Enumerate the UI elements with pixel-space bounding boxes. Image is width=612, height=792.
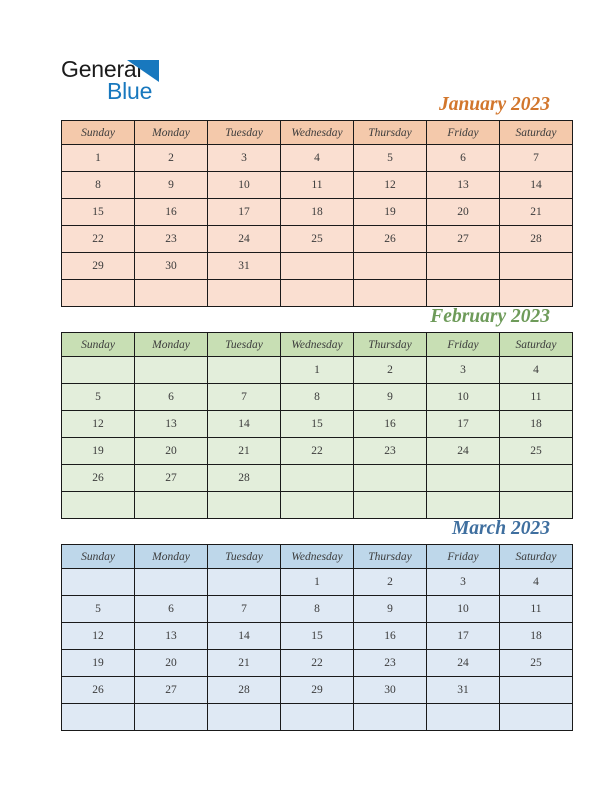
month-title-january: January 2023 bbox=[438, 94, 550, 115]
calendar-day-cell[interactable]: 22 bbox=[62, 226, 135, 253]
calendar-day-cell[interactable]: 9 bbox=[135, 172, 208, 199]
month-title-february: February 2023 bbox=[430, 306, 550, 327]
weekday-header-wednesday: Wednesday bbox=[281, 121, 354, 145]
calendar-empty-cell bbox=[135, 280, 208, 307]
calendar-day-cell[interactable]: 5 bbox=[354, 145, 427, 172]
calendar-day-cell[interactable]: 4 bbox=[281, 145, 354, 172]
weekday-header-saturday: Saturday bbox=[500, 121, 573, 145]
calendar-day-cell[interactable]: 21 bbox=[208, 650, 281, 677]
weekday-header-thursday: Thursday bbox=[354, 333, 427, 357]
calendar-body-january bbox=[62, 145, 573, 307]
calendar-day-cell[interactable]: 11 bbox=[500, 596, 573, 623]
calendar-day-cell[interactable]: 15 bbox=[62, 199, 135, 226]
weekday-header-saturday: Saturday bbox=[500, 333, 573, 357]
calendar-day-cell[interactable]: 28 bbox=[208, 677, 281, 704]
calendar-empty-cell bbox=[354, 280, 427, 307]
calendar-day-cell[interactable]: 17 bbox=[208, 199, 281, 226]
calendar-day-cell[interactable]: 20 bbox=[427, 199, 500, 226]
calendar-day-cell[interactable]: 15 bbox=[281, 623, 354, 650]
weekday-header-thursday: Thursday bbox=[354, 545, 427, 569]
calendar-day-cell[interactable]: 25 bbox=[281, 226, 354, 253]
weekday-header-thursday: Thursday bbox=[354, 121, 427, 145]
calendar-empty-cell bbox=[281, 704, 354, 731]
calendar-day-cell[interactable]: 3 bbox=[208, 145, 281, 172]
calendar-day-cell[interactable]: 26 bbox=[62, 677, 135, 704]
calendar-day-cell[interactable]: 26 bbox=[62, 465, 135, 492]
calendar-empty-cell bbox=[427, 280, 500, 307]
calendar-day-cell[interactable]: 1 bbox=[62, 145, 135, 172]
calendar-empty-cell bbox=[500, 465, 573, 492]
calendar-day-cell[interactable]: 31 bbox=[208, 253, 281, 280]
calendar-week-row bbox=[62, 411, 573, 438]
calendar-day-cell[interactable]: 28 bbox=[208, 465, 281, 492]
calendar-day-cell[interactable]: 16 bbox=[354, 411, 427, 438]
logo-text-blue: Blue bbox=[107, 78, 153, 104]
calendar-week-row bbox=[62, 704, 573, 731]
calendar-empty-cell bbox=[62, 280, 135, 307]
calendar-empty-cell bbox=[500, 253, 573, 280]
calendar-day-cell[interactable]: 21 bbox=[500, 199, 573, 226]
calendar-week-row bbox=[62, 438, 573, 465]
calendar-day-cell[interactable]: 5 bbox=[62, 384, 135, 411]
calendar-day-cell[interactable]: 2 bbox=[135, 145, 208, 172]
calendar-day-cell[interactable]: 19 bbox=[354, 199, 427, 226]
calendar-table-january bbox=[61, 120, 573, 307]
month-block-march bbox=[61, 518, 557, 731]
calendar-day-cell[interactable]: 7 bbox=[500, 145, 573, 172]
calendar-empty-cell bbox=[208, 569, 281, 596]
calendar-day-cell[interactable]: 16 bbox=[135, 199, 208, 226]
calendar-day-cell[interactable]: 23 bbox=[354, 438, 427, 465]
calendar-day-cell[interactable]: 7 bbox=[208, 384, 281, 411]
calendar-body-february bbox=[62, 357, 573, 519]
calendar-day-cell[interactable]: 16 bbox=[354, 623, 427, 650]
calendar-day-cell[interactable]: 2 bbox=[354, 357, 427, 384]
weekday-header-friday: Friday bbox=[427, 545, 500, 569]
calendar-empty-cell bbox=[281, 465, 354, 492]
calendar-day-cell[interactable]: 3 bbox=[427, 569, 500, 596]
calendar-day-cell[interactable]: 17 bbox=[427, 623, 500, 650]
calendar-day-cell[interactable]: 25 bbox=[500, 650, 573, 677]
calendar-empty-cell bbox=[208, 357, 281, 384]
calendar-day-cell[interactable]: 29 bbox=[62, 253, 135, 280]
calendar-day-cell[interactable]: 2 bbox=[354, 569, 427, 596]
calendar-day-cell[interactable]: 10 bbox=[427, 596, 500, 623]
calendar-table-february bbox=[61, 332, 573, 519]
calendar-week-row bbox=[62, 145, 573, 172]
calendar-day-cell[interactable]: 24 bbox=[427, 650, 500, 677]
calendar-day-cell[interactable]: 4 bbox=[500, 569, 573, 596]
calendar-day-cell[interactable]: 9 bbox=[354, 384, 427, 411]
calendar-empty-cell bbox=[354, 253, 427, 280]
calendar-day-cell[interactable]: 17 bbox=[427, 411, 500, 438]
calendar-day-cell[interactable]: 19 bbox=[62, 650, 135, 677]
calendar-week-row bbox=[62, 465, 573, 492]
calendar-empty-cell bbox=[208, 704, 281, 731]
calendar-body-march bbox=[62, 569, 573, 731]
calendar-week-row bbox=[62, 650, 573, 677]
calendar-day-cell[interactable]: 29 bbox=[281, 677, 354, 704]
calendar-table-march bbox=[61, 544, 573, 731]
calendar-empty-cell bbox=[208, 280, 281, 307]
calendar-day-cell[interactable]: 10 bbox=[427, 384, 500, 411]
calendar-week-row bbox=[62, 199, 573, 226]
calendar-day-cell[interactable]: 27 bbox=[135, 465, 208, 492]
calendar-day-cell[interactable]: 12 bbox=[354, 172, 427, 199]
weekday-header-wednesday: Wednesday bbox=[281, 545, 354, 569]
calendar-day-cell[interactable]: 12 bbox=[62, 411, 135, 438]
calendar-day-cell[interactable]: 14 bbox=[208, 411, 281, 438]
calendar-day-cell[interactable]: 7 bbox=[208, 596, 281, 623]
calendar-day-cell[interactable]: 10 bbox=[208, 172, 281, 199]
calendar-day-cell[interactable]: 23 bbox=[354, 650, 427, 677]
calendar-week-row bbox=[62, 492, 573, 519]
calendar-day-cell[interactable]: 18 bbox=[500, 623, 573, 650]
calendar-day-cell[interactable]: 27 bbox=[427, 226, 500, 253]
calendar-day-cell[interactable]: 20 bbox=[135, 650, 208, 677]
calendar-day-cell[interactable]: 8 bbox=[281, 596, 354, 623]
weekday-header-tuesday: Tuesday bbox=[208, 333, 281, 357]
calendar-week-row bbox=[62, 172, 573, 199]
weekday-header-row bbox=[62, 121, 573, 145]
calendar-day-cell[interactable]: 27 bbox=[135, 677, 208, 704]
calendar-day-cell[interactable]: 31 bbox=[427, 677, 500, 704]
calendar-empty-cell bbox=[500, 677, 573, 704]
calendar-day-cell[interactable]: 15 bbox=[281, 411, 354, 438]
calendar-day-cell[interactable]: 26 bbox=[354, 226, 427, 253]
calendar-day-cell[interactable]: 6 bbox=[135, 596, 208, 623]
weekday-header-friday: Friday bbox=[427, 333, 500, 357]
calendar-day-cell[interactable]: 22 bbox=[281, 650, 354, 677]
calendar-day-cell[interactable]: 22 bbox=[281, 438, 354, 465]
calendar-empty-cell bbox=[500, 704, 573, 731]
month-block-february bbox=[61, 306, 557, 519]
calendar-day-cell[interactable]: 11 bbox=[281, 172, 354, 199]
calendar-week-row bbox=[62, 677, 573, 704]
calendar-day-cell[interactable]: 14 bbox=[208, 623, 281, 650]
calendar-day-cell[interactable]: 14 bbox=[500, 172, 573, 199]
calendar-day-cell[interactable]: 11 bbox=[500, 384, 573, 411]
calendar-day-cell[interactable]: 30 bbox=[135, 253, 208, 280]
calendar-day-cell[interactable]: 25 bbox=[500, 438, 573, 465]
calendar-empty-cell bbox=[62, 569, 135, 596]
calendar-empty-cell bbox=[62, 492, 135, 519]
calendar-day-cell[interactable]: 20 bbox=[135, 438, 208, 465]
calendar-empty-cell bbox=[135, 704, 208, 731]
calendar-empty-cell bbox=[135, 492, 208, 519]
logo-text-general: General bbox=[61, 56, 142, 82]
calendar-day-cell[interactable]: 19 bbox=[62, 438, 135, 465]
weekday-header-saturday: Saturday bbox=[500, 545, 573, 569]
calendar-empty-cell bbox=[135, 569, 208, 596]
calendar-empty-cell bbox=[500, 280, 573, 307]
calendar-day-cell[interactable]: 8 bbox=[281, 384, 354, 411]
calendar-empty-cell bbox=[281, 492, 354, 519]
calendar-empty-cell bbox=[427, 492, 500, 519]
month-block-january bbox=[61, 94, 557, 307]
calendar-day-cell[interactable]: 30 bbox=[354, 677, 427, 704]
calendar-day-cell[interactable]: 13 bbox=[135, 411, 208, 438]
weekday-header-tuesday: Tuesday bbox=[208, 121, 281, 145]
weekday-header-sunday: Sunday bbox=[62, 121, 135, 145]
calendar-day-cell[interactable]: 24 bbox=[427, 438, 500, 465]
calendar-week-row bbox=[62, 384, 573, 411]
calendar-empty-cell bbox=[62, 704, 135, 731]
calendar-empty-cell bbox=[354, 465, 427, 492]
calendar-day-cell[interactable]: 13 bbox=[427, 172, 500, 199]
calendar-day-cell[interactable]: 18 bbox=[500, 411, 573, 438]
weekday-header-tuesday: Tuesday bbox=[208, 545, 281, 569]
calendar-empty-cell bbox=[354, 704, 427, 731]
calendar-empty-cell bbox=[135, 357, 208, 384]
calendar-day-cell[interactable]: 3 bbox=[427, 357, 500, 384]
month-title-march: March 2023 bbox=[451, 518, 550, 539]
calendar-empty-cell bbox=[427, 253, 500, 280]
calendar-week-row bbox=[62, 226, 573, 253]
calendar-day-cell[interactable]: 6 bbox=[135, 384, 208, 411]
calendar-day-cell[interactable]: 21 bbox=[208, 438, 281, 465]
weekday-header-monday: Monday bbox=[135, 121, 208, 145]
weekday-header-sunday: Sunday bbox=[62, 545, 135, 569]
calendar-week-row bbox=[62, 596, 573, 623]
calendar-empty-cell bbox=[281, 253, 354, 280]
calendar-day-cell[interactable]: 6 bbox=[427, 145, 500, 172]
weekday-header-monday: Monday bbox=[135, 545, 208, 569]
calendar-day-cell[interactable]: 13 bbox=[135, 623, 208, 650]
calendar-week-row bbox=[62, 280, 573, 307]
calendar-empty-cell bbox=[427, 465, 500, 492]
weekday-header-wednesday: Wednesday bbox=[281, 333, 354, 357]
calendar-empty-cell bbox=[500, 492, 573, 519]
calendar-day-cell[interactable]: 28 bbox=[500, 226, 573, 253]
calendar-day-cell[interactable]: 24 bbox=[208, 226, 281, 253]
calendar-day-cell[interactable]: 4 bbox=[500, 357, 573, 384]
calendar-day-cell[interactable]: 9 bbox=[354, 596, 427, 623]
weekday-header-row bbox=[62, 545, 573, 569]
calendar-empty-cell bbox=[354, 492, 427, 519]
calendar-day-cell[interactable]: 5 bbox=[62, 596, 135, 623]
calendar-week-row bbox=[62, 569, 573, 596]
calendar-empty-cell bbox=[427, 704, 500, 731]
calendar-empty-cell bbox=[62, 357, 135, 384]
weekday-header-sunday: Sunday bbox=[62, 333, 135, 357]
calendar-week-row bbox=[62, 357, 573, 384]
calendar-week-row bbox=[62, 623, 573, 650]
weekday-header-row bbox=[62, 333, 573, 357]
calendar-day-cell[interactable]: 1 bbox=[281, 569, 354, 596]
calendar-day-cell[interactable]: 8 bbox=[62, 172, 135, 199]
calendar-day-cell[interactable]: 23 bbox=[135, 226, 208, 253]
calendar-day-cell[interactable]: 18 bbox=[281, 199, 354, 226]
calendar-week-row bbox=[62, 253, 573, 280]
weekday-header-monday: Monday bbox=[135, 333, 208, 357]
weekday-header-friday: Friday bbox=[427, 121, 500, 145]
calendar-empty-cell bbox=[208, 492, 281, 519]
calendar-day-cell[interactable]: 1 bbox=[281, 357, 354, 384]
calendar-empty-cell bbox=[281, 280, 354, 307]
calendar-day-cell[interactable]: 12 bbox=[62, 623, 135, 650]
